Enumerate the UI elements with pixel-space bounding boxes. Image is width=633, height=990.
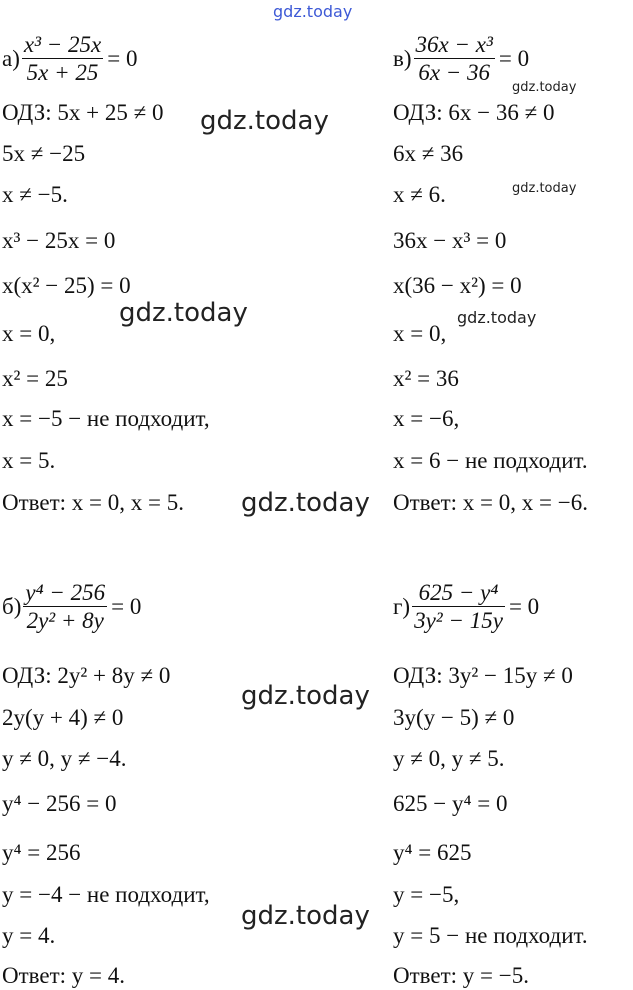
watermark: gdz.today — [512, 80, 577, 95]
watermark: gdz.today — [119, 298, 248, 328]
problem-label: а) — [2, 45, 20, 71]
solution-line: x³ − 25x = 0 — [2, 228, 116, 253]
solution-line: x = 5. — [2, 448, 56, 473]
solution-line: y = 4. — [2, 923, 56, 948]
solution-line: y = 5 − не подходит. — [393, 923, 588, 948]
solution-line: y = −5, — [393, 882, 460, 907]
solution-line: 6x ≠ 36 — [393, 141, 464, 166]
answer-line: Ответ: x = 0, x = −6. — [393, 490, 588, 515]
answer-line: Ответ: y = 4. — [2, 963, 126, 988]
denominator: 3y² − 15y — [414, 608, 503, 633]
solution-line: y⁴ − 256 = 0 — [2, 791, 117, 816]
solution-line: x = −6, — [393, 406, 460, 431]
solution-line: y ≠ 0, y ≠ 5. — [393, 746, 505, 771]
solution-line: x = −5 − не подходит, — [2, 406, 210, 431]
solution-line: y = −4 − не подходит, — [2, 882, 210, 907]
watermark: gdz.today — [457, 308, 537, 327]
solution-line: y⁴ = 256 — [2, 840, 81, 865]
watermark: gdz.today — [241, 901, 370, 931]
numerator: 625 − y⁴ — [412, 580, 505, 607]
problem-label: г) — [393, 593, 411, 619]
solution-line: 36x − x³ = 0 — [393, 228, 507, 253]
solution-line: ОДЗ: 6x − 36 ≠ 0 — [393, 100, 555, 125]
watermark: gdz.today — [200, 106, 329, 136]
fraction — [414, 32, 495, 85]
solution-line: 2y(y + 4) ≠ 0 — [2, 705, 124, 730]
watermark-top: gdz.today — [273, 2, 353, 21]
solution-line: ОДЗ: 2y² + 8y ≠ 0 — [2, 663, 171, 688]
denominator: 6x − 36 — [418, 60, 491, 85]
numerator: y⁴ − 256 — [25, 580, 106, 605]
numerator: x³ − 25x — [23, 32, 102, 57]
fraction — [412, 580, 505, 633]
fraction — [22, 32, 103, 85]
solution-line: x ≠ 6. — [393, 182, 446, 207]
solution-line: y ≠ 0, y ≠ −4. — [2, 746, 127, 771]
equation-rhs: = 0 — [508, 593, 540, 619]
equation-rhs: = 0 — [498, 45, 530, 71]
equation-v — [393, 32, 529, 85]
fraction — [23, 580, 107, 633]
answer-line: Ответ: y = −5. — [393, 963, 529, 988]
watermark: gdz.today — [512, 181, 577, 196]
denominator: 2y² + 8y — [26, 608, 104, 633]
solution-line: x(x² − 25) = 0 — [2, 273, 131, 298]
solution-line: x = 0, — [393, 321, 447, 346]
answer-line: Ответ: x = 0, x = 5. — [2, 490, 184, 515]
problem-label: в) — [393, 45, 412, 71]
solution-line: 5x ≠ −25 — [2, 141, 86, 166]
solution-line: ОДЗ: 3y² − 15y ≠ 0 — [393, 663, 573, 688]
solution-line: x² = 25 — [2, 366, 68, 391]
denominator: 5x + 25 — [26, 60, 99, 85]
solution-line: y⁴ = 625 — [393, 840, 472, 865]
solution-line: x ≠ −5. — [2, 182, 68, 207]
solution-line: ОДЗ: 5x + 25 ≠ 0 — [2, 100, 164, 125]
solution-line: x = 6 − не подходит. — [393, 448, 588, 473]
solution-line: x = 0, — [2, 321, 56, 346]
equation-g — [393, 580, 539, 633]
equation-b — [2, 580, 141, 633]
solution-line: 3y(y − 5) ≠ 0 — [393, 705, 515, 730]
solution-line: 625 − y⁴ = 0 — [393, 791, 508, 816]
solution-line: x(36 − x²) = 0 — [393, 273, 522, 298]
watermark: gdz.today — [241, 488, 370, 518]
equation-rhs: = 0 — [111, 593, 142, 619]
problem-label: б) — [2, 593, 22, 619]
watermark: gdz.today — [241, 681, 370, 711]
numerator: 36x − x³ — [415, 32, 493, 57]
equation-rhs: = 0 — [107, 45, 138, 71]
equation-a — [2, 32, 137, 85]
solution-line: x² = 36 — [393, 366, 459, 391]
